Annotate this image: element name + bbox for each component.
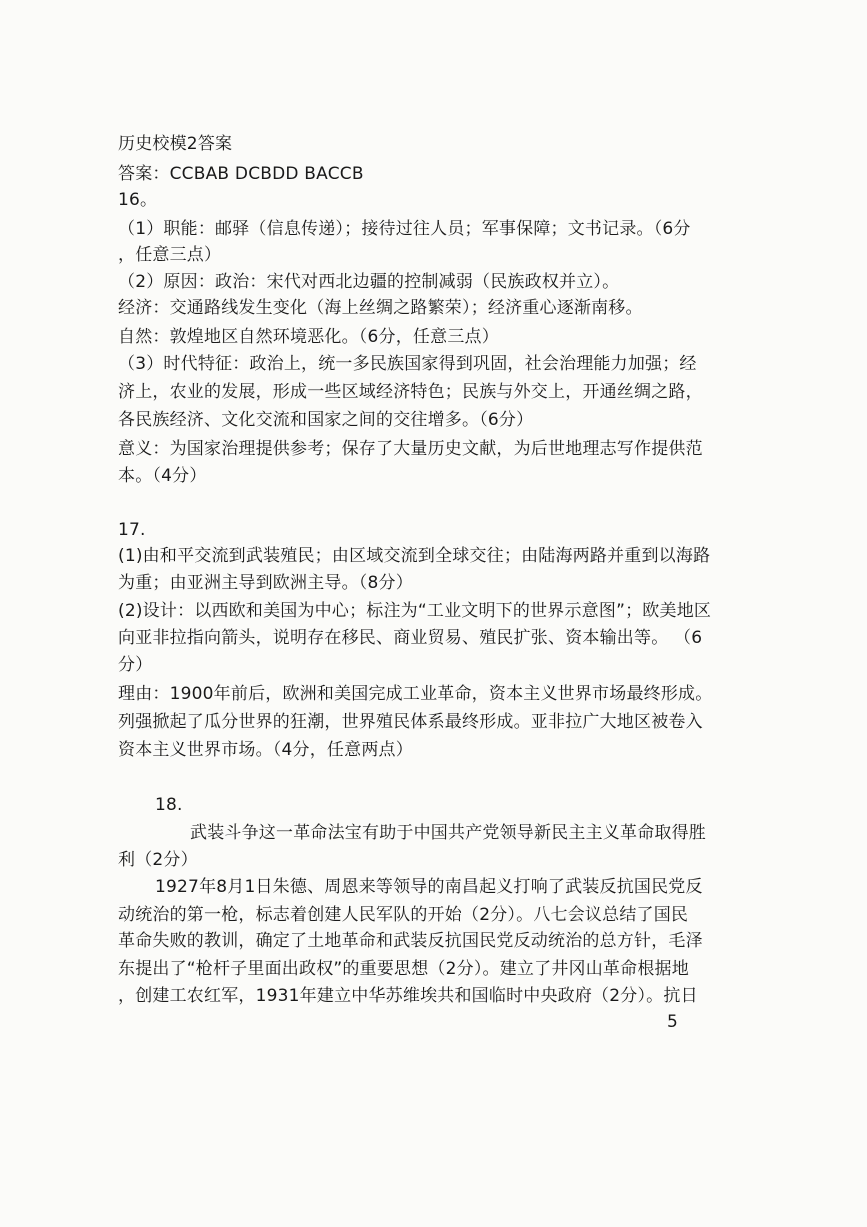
q17-line: 理由：1900年前后，欧洲和美国完成工业革命，资本主义世界市场最终形成。 [118, 684, 713, 704]
q16-number: 16。 [118, 190, 158, 210]
q18-line: 东提出了“枪杆子里面出政权”的重要思想（2分）。建立了井冈山革命根据地 [118, 959, 689, 979]
q17-line: 为重；由亚洲主导到欧洲主导。（8分） [118, 573, 413, 593]
q18-number: 18. [155, 795, 183, 815]
document-title: 历史校模2答案 [118, 134, 233, 154]
q16-line: 自然：敦煌地区自然环境恶化。（6分，任意三点） [118, 327, 499, 347]
q17-line: 资本主义世界市场。（4分，任意两点） [118, 740, 413, 760]
q16-line: （3）时代特征：政治上，统一多民族国家得到巩固，社会治理能力加强；经 [118, 354, 697, 374]
q18-line: 利（2分） [118, 850, 198, 870]
q17-line: 列强掀起了瓜分世界的狂潮，世界殖民体系最终形成。亚非拉广大地区被卷入 [118, 712, 703, 732]
q16-line: （1）职能：邮驿（信息传递）；接待过往人员；军事保障；文书记录。（6分 [118, 219, 691, 239]
q16-line: 济上，农业的发展，形成一些区域经济特色；民族与外交上，开通丝绸之路， [118, 382, 703, 402]
multiple-choice-answer-key: 答案：CCBAB DCBDD BACCB [118, 164, 364, 184]
q17-line: 分） [118, 655, 153, 675]
q17-number: 17. [118, 520, 146, 540]
q18-line: 1927年8月1日朱德、周恩来等领导的南昌起义打响了武装反抗国民党反 [155, 877, 703, 897]
page-number: 5 [667, 1012, 678, 1032]
q17-line: 向亚非拉指向箭头，说明存在移民、商业贸易、殖民扩张、资本输出等。 （6 [118, 628, 703, 648]
q16-line: ，任意三点） [118, 245, 222, 265]
q16-line: 经济：交通路线发生变化（海上丝绸之路繁荣）；经济重心逐渐南移。 [118, 298, 643, 318]
q18-line: 革命失败的教训，确定了土地革命和武装反抗国民党反动统治的总方针，毛泽 [118, 931, 703, 951]
q17-line: (2)设计：以西欧和美国为中心；标注为“工业文明下的世界示意图”；欧美地区 [118, 601, 712, 621]
q16-line: 意义：为国家治理提供参考；保存了大量历史文献，为后世地理志写作提供范 [118, 439, 703, 459]
q16-line: 本。（4分） [118, 466, 207, 486]
q18-line: ，创建工农红军，1931年建立中华苏维埃共和国临时中央政府（2分）。抗日 [118, 986, 698, 1006]
q17-line: (1)由和平交流到武装殖民；由区域交流到全球交往；由陆海两路并重到以海路 [118, 546, 711, 566]
q16-line: （2）原因：政治：宋代对西北边疆的控制减弱（民族政权并立）。 [118, 272, 620, 292]
q16-line: 各民族经济、文化交流和国家之间的交往增多。（6分） [118, 410, 534, 430]
q18-line: 武装斗争这一革命法宝有助于中国共产党领导新民主主义革命取得胜 [190, 823, 706, 843]
q18-line: 动统治的第一枪，标志着创建人民军队的开始（2分）。八七会议总结了国民 [118, 905, 689, 925]
